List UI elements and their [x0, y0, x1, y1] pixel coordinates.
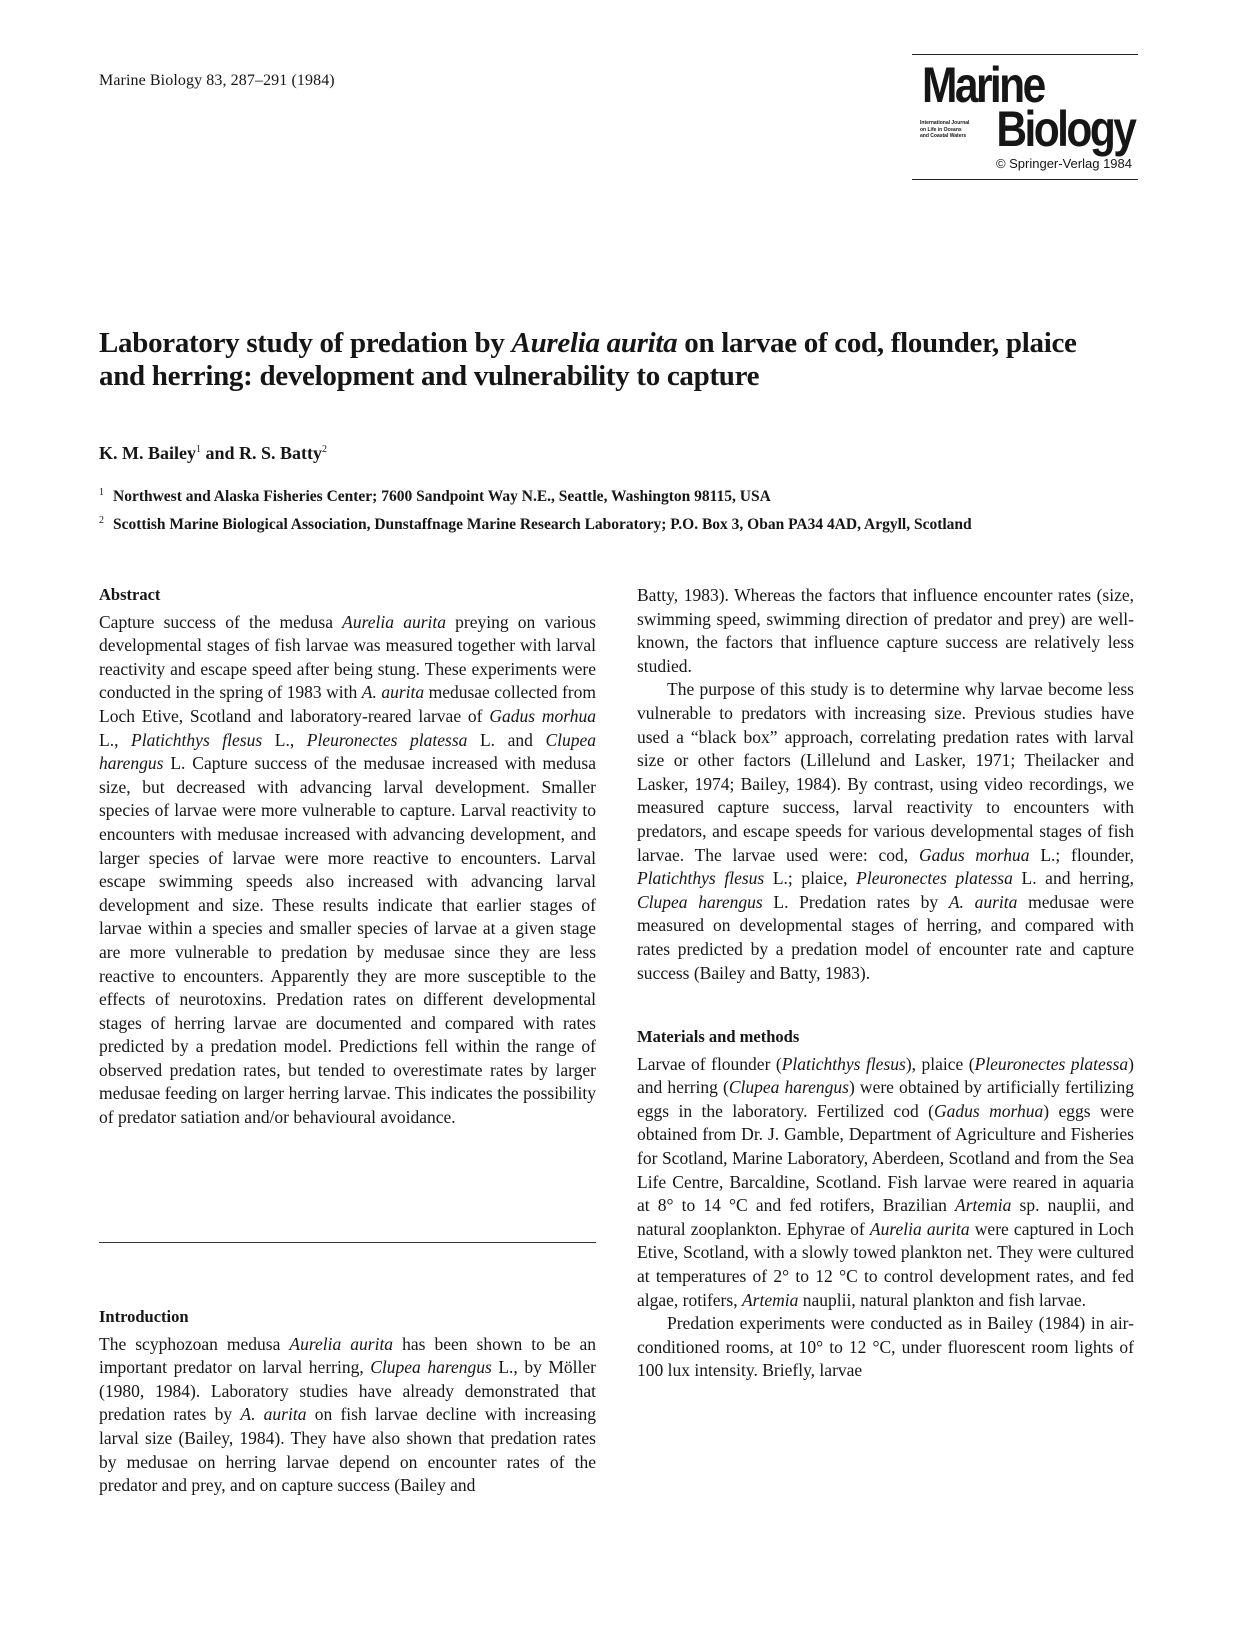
- author-affiliation-marker: 1: [196, 444, 201, 455]
- journal-citation: Marine Biology 83, 287–291 (1984): [99, 72, 335, 89]
- purpose-paragraph: The purpose of this study is to determine why larvae become less vulnerable to predators with increasing size. Previous studies have used a “black box” approach, correlating predation rates with larval size or other factors (Lillelund and Lasker, 1971; Theilacker and Lasker, 1974; Bailey, 1984). By contrast, using video recordings, we measured capture success, larval reactivity to encounters with predators, and escape speeds for various developmental stages of fish larvae. The larvae used were: cod, Gadus morhua L.; flounder, Platichthys flesus L.; plaice, Pleuronectes platessa L. and herring, Clupea harengus L. Predation rates by A. aurita medusae were measured on developmental stages of herring, and compared with rates predicted by a predation model of encounter rate and capture success (Bailey and Batty, 1983).: [637, 679, 1134, 983]
- abstract-body: Capture success of the medusa Aurelia aurita preying on various developmental stages of fish larvae was measured together with larval reactivity and escape speed after being stung. These experiments were conducted in the spring of 1983 with A. aurita medusae collected from Loch Etive, Scotland and laboratory-reared larvae of Gadus morhua L., Platichthys flesus L., Pleuronectes platessa L. and Clupea harengus L. Capture success of the medusae increased with medusa size, but decreased with advancing larval development. Smaller species of larvae were more vulnerable to capture. Larval reactivity to encounters with medusae increased with advancing development, and larger species of larvae were more reactive to encounters. Larval escape swimming speeds also increased with advancing larval development and size. These results indicate that earlier stages of larvae within a species and smaller species of larvae at a given stage are more vulnerable to predation by medusae since they are less reactive to encounters. Apparently they are more susceptible to the effects of neurotoxins. Predation rates on different developmental stages of herring larvae are documented and compared with rates predicted by a predation model. Predictions fell within the range of observed predation rates, but tended to overestimate rates by larger medusae feeding on larger herring larvae. This indicates the possibility of predator satiation and/or behavioural avoidance.: [99, 611, 596, 1128]
- author-name: R. S. Batty: [239, 443, 323, 463]
- abstract-divider: [99, 1242, 596, 1243]
- logo-tagline-line: and Coastal Waters: [920, 133, 967, 139]
- copyright-notice: © Springer-Verlag 1984: [995, 156, 1132, 171]
- author-affiliation-marker: 2: [322, 444, 328, 455]
- right-column: [637, 584, 1134, 1383]
- author-name: K. M. Bailey: [99, 443, 196, 463]
- article-title: [99, 327, 1099, 393]
- methods-paragraph: Larvae of flounder (Platichthys flesus), plaice (Pleuronectes platessa) and herring (Clupea harengus) were obtained by artificially fertilizing eggs in the laboratory. Fertilized cod (Gadus morhua) eggs were obtained from Dr. J. Gamble, Department of Agriculture and Fisheries for Scotland, Marine Laboratory, Aberdeen, Scotland and from the Sea Life Centre, Barcaldine, Scotland. Fish larvae were reared in aquaria at 8° to 14 °C and fed rotifers, Brazilian Artemia sp. nauplii, and natural zooplankton. Ephyrae of Aurelia aurita were captured in Loch Etive, Scotland, with a slowly towed plankton net. They were cultured at temperatures of 2° to 12 °C to control development rates, and fed algae, rotifers, Artemia nauplii, natural plankton and fish larvae.: [637, 1053, 1135, 1310]
- methods-heading: Materials and methods: [637, 1027, 800, 1047]
- logo-tagline-line: International Journal: [920, 120, 970, 126]
- predation-paragraph: Predation experiments were conducted as in Bailey (1984) in air-conditioned rooms, at 10° to 12 °C, under fluorescent room lights of 100 lux intensity. Briefly, larvae: [637, 1313, 1134, 1381]
- title-species: Aurelia aurita: [511, 327, 678, 359]
- abstract-heading: Abstract: [99, 585, 161, 604]
- left-column: [99, 583, 596, 1130]
- introduction-continued: Batty, 1983). Whereas the factors that influence encounter rates (size, swimming speed, swimming direction of predator and prey) are well-known, the factors that influence capture success are relatively less studied.: [637, 585, 1134, 676]
- author-list: [99, 443, 327, 464]
- title-text: on larvae of cod, flounder, plaice and herring: development and vulnerability to capture: [99, 327, 1077, 392]
- introduction-section: [99, 1305, 596, 1498]
- introduction-body: The scyphozoan medusa Aurelia aurita has been shown to be an important predator on larval herring, Clupea harengus L., by Möller (1980, 1984). Laboratory studies have already demonstrated that predation rates by A. aurita on fish larvae decline with increasing larval size (Bailey, 1984). They have also shown that predation rates by medusae on herring larvae depend on encounter rates of the predator and prey, and on capture success (Bailey and: [99, 1333, 597, 1496]
- affiliation: [99, 515, 972, 534]
- logo-word-biology: Biology: [996, 101, 1134, 157]
- logo-top-rule: [912, 54, 1138, 55]
- journal-logo: [912, 52, 1138, 182]
- logo-word-marine: Marine: [922, 57, 1044, 113]
- affiliation-number: 1: [99, 487, 104, 498]
- affiliation-text: Scottish Marine Biological Association, Dunstaffnage Marine Research Laboratory; P.O. Box 3, Oban PA34 4AD, Argyll, Scotland: [113, 516, 972, 534]
- affiliation-text: Northwest and Alaska Fisheries Center; 7600 Sandpoint Way N.E., Seattle, Washington 98115, USA: [113, 488, 771, 506]
- author-separator: and: [201, 443, 240, 463]
- logo-tagline-line: on Life in Oceans: [920, 126, 962, 133]
- logo-bottom-rule: [912, 179, 1138, 180]
- title-text: Laboratory study of predation by: [99, 327, 512, 359]
- affiliation: [99, 487, 771, 506]
- introduction-heading: Introduction: [99, 1307, 189, 1326]
- affiliation-number: 2: [99, 515, 104, 526]
- logo-tagline: [920, 120, 990, 140]
